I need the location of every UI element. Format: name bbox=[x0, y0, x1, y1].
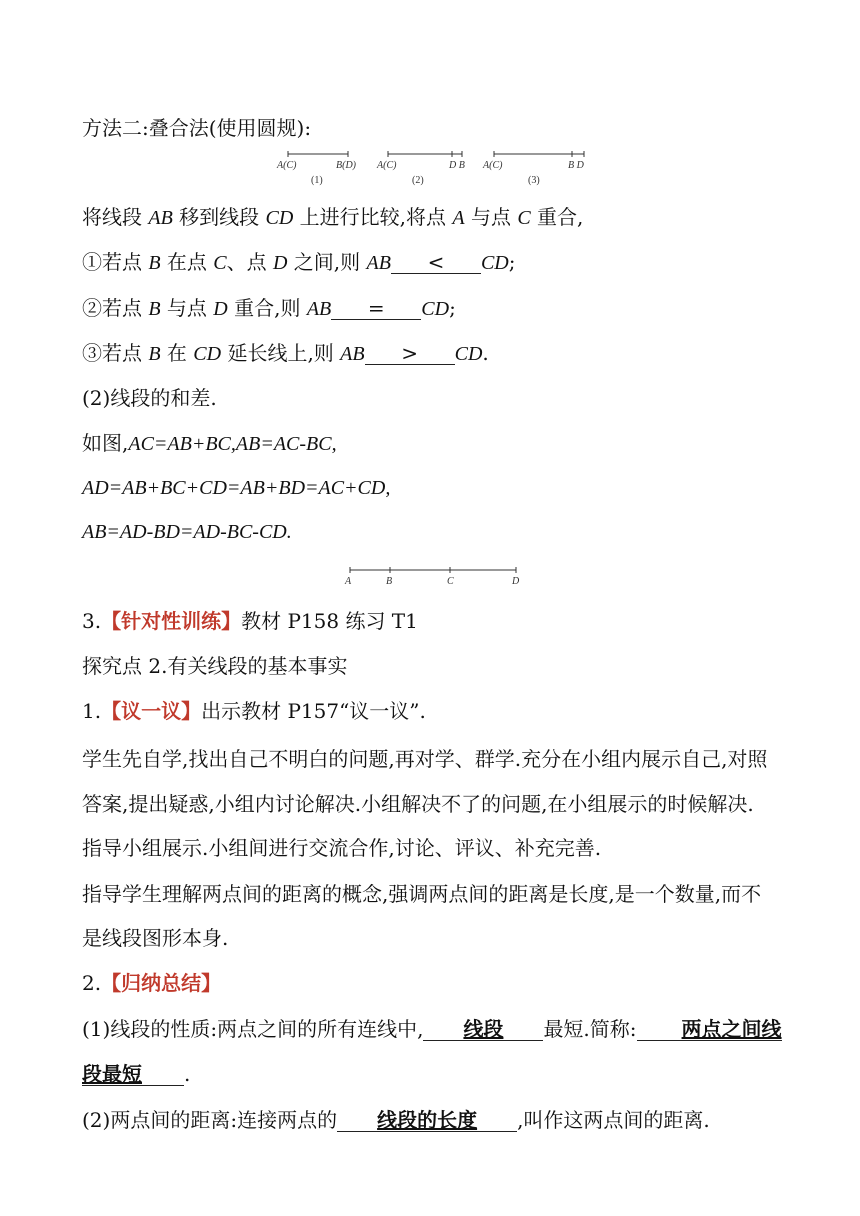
text: ①若点 bbox=[82, 250, 149, 274]
point-d-label: D bbox=[512, 576, 520, 587]
discuss-tag: 【议一议】 bbox=[101, 699, 202, 723]
compare-intro bbox=[82, 205, 800, 230]
point-c-label: C bbox=[447, 576, 454, 587]
answer-blank: 线段 bbox=[423, 1018, 543, 1041]
text: 重合, bbox=[530, 205, 584, 229]
equation-1 bbox=[82, 431, 800, 456]
symbol: CD bbox=[454, 343, 483, 365]
symbol: CD bbox=[265, 207, 294, 229]
answer-blank: > bbox=[365, 342, 455, 365]
symbol: AB bbox=[366, 252, 391, 274]
training-tag: 【针对性训练】 bbox=[101, 609, 242, 633]
case-1 bbox=[82, 250, 800, 275]
figure-3-caption: (3) bbox=[528, 175, 540, 186]
formula: AC=AB+BC,AB=AC-BC, bbox=[128, 433, 337, 455]
distance-line bbox=[82, 1108, 800, 1132]
text: ; bbox=[449, 296, 456, 320]
symbol: A bbox=[452, 207, 465, 229]
text: 重合,则 bbox=[227, 296, 307, 320]
discuss-line bbox=[82, 699, 800, 723]
sum-diff-title: (2)线段的和差. bbox=[82, 386, 217, 410]
figure-1-caption: (1) bbox=[311, 175, 323, 186]
summary-line bbox=[82, 971, 800, 995]
symbol: CD bbox=[421, 298, 450, 320]
text: (1)线段的性质:两点之间的所有连线中, bbox=[82, 1017, 424, 1041]
answer-blank: = bbox=[331, 297, 421, 320]
case-3 bbox=[82, 341, 800, 366]
property-line bbox=[82, 1017, 800, 1041]
text: (2)两点间的距离:连接两点的 bbox=[82, 1108, 338, 1132]
symbol: C bbox=[213, 252, 227, 274]
symbol: D bbox=[213, 298, 228, 320]
point-a-label: A bbox=[345, 576, 352, 587]
point-b-label: B bbox=[386, 576, 393, 587]
text: 与点 bbox=[464, 205, 518, 229]
text: ②若点 bbox=[82, 296, 149, 320]
figure-1-label-a: A(C) bbox=[277, 160, 297, 171]
symbol: D bbox=[273, 252, 288, 274]
paragraph-1: 学生先自学,找出自己不明白的问题,再对学、群学.充分在小组内展示自己,对照 bbox=[82, 747, 768, 771]
text: 教材 P158 练习 T1 bbox=[241, 609, 418, 633]
symbol: AB bbox=[340, 343, 365, 365]
text: 在点 bbox=[160, 250, 214, 274]
equation-3: AB=AD-BD=AD-BC-CD. bbox=[82, 521, 292, 543]
symbol: CD bbox=[193, 343, 222, 365]
symbol: B bbox=[148, 298, 161, 320]
paragraph-4: 指导学生理解两点间的距离的概念,强调两点间的距离是长度,是一个数量,而不 bbox=[82, 882, 762, 906]
figure-2-label-a: A(C) bbox=[377, 160, 397, 171]
symbol: CD bbox=[480, 252, 509, 274]
answer-blank: 段最短 bbox=[82, 1063, 184, 1086]
text: 上进行比较,将点 bbox=[293, 205, 453, 229]
explore-point-2: 探究点 2.有关线段的基本事实 bbox=[82, 654, 348, 678]
symbol: B bbox=[148, 252, 161, 274]
item-number: 2. bbox=[82, 971, 102, 995]
answer-blank: 两点之间线 bbox=[637, 1018, 782, 1041]
text: 之间,则 bbox=[287, 250, 367, 274]
text: 出示教材 P157“议一议”. bbox=[201, 699, 426, 723]
answer-blank: 线段的长度 bbox=[337, 1109, 517, 1132]
figure-1-label-b: B(D) bbox=[336, 160, 356, 171]
paragraph-3: 指导小组展示.小组间进行交流合作,讨论、评议、补充完善. bbox=[82, 836, 602, 860]
figure-2 bbox=[376, 151, 465, 186]
figure-2-label-b: D B bbox=[449, 160, 465, 171]
figure-3-label-b: B D bbox=[568, 160, 584, 171]
symbol: AB bbox=[148, 207, 173, 229]
symbol: AB bbox=[306, 298, 332, 320]
item-number: 1. bbox=[82, 699, 102, 723]
summary-tag: 【归纳总结】 bbox=[101, 971, 222, 995]
text: 将线段 bbox=[82, 205, 149, 229]
text: ,叫作这两点间的距离. bbox=[517, 1108, 710, 1132]
item-number: 3. bbox=[82, 609, 102, 633]
symbol: C bbox=[517, 207, 531, 229]
text: 移到线段 bbox=[172, 205, 266, 229]
text: ③若点 bbox=[82, 341, 149, 365]
symbol: B bbox=[148, 343, 161, 365]
paragraph-2: 答案,提出疑惑,小组内讨论解决.小组解决不了的问题,在小组展示的时候解决. bbox=[82, 792, 754, 816]
equation-2: AD=AB+BC+CD=AB+BD=AC+CD, bbox=[82, 477, 391, 499]
segment-figure bbox=[340, 562, 530, 588]
text: 、点 bbox=[226, 250, 273, 274]
text: 与点 bbox=[160, 296, 214, 320]
figure-3-label-a: A(C) bbox=[483, 160, 503, 171]
text: 如图, bbox=[82, 431, 129, 455]
figure-2-caption: (2) bbox=[412, 175, 424, 186]
text: 最短.简称: bbox=[543, 1017, 637, 1041]
text: 延长线上,则 bbox=[221, 341, 341, 365]
answer-blank: < bbox=[391, 251, 481, 274]
text: . bbox=[184, 1062, 191, 1086]
paragraph-5: 是线段图形本身. bbox=[82, 926, 229, 950]
training-line bbox=[82, 609, 800, 633]
method2-title: 方法二:叠合法(使用圆规): bbox=[82, 116, 312, 140]
overlap-figures bbox=[270, 146, 600, 190]
figure-1 bbox=[276, 151, 357, 186]
case-2 bbox=[82, 296, 800, 321]
text: ; bbox=[508, 250, 516, 274]
property-line-2 bbox=[82, 1062, 800, 1086]
figure-3 bbox=[482, 151, 585, 186]
text: . bbox=[482, 341, 489, 365]
text: 在 bbox=[160, 341, 194, 365]
